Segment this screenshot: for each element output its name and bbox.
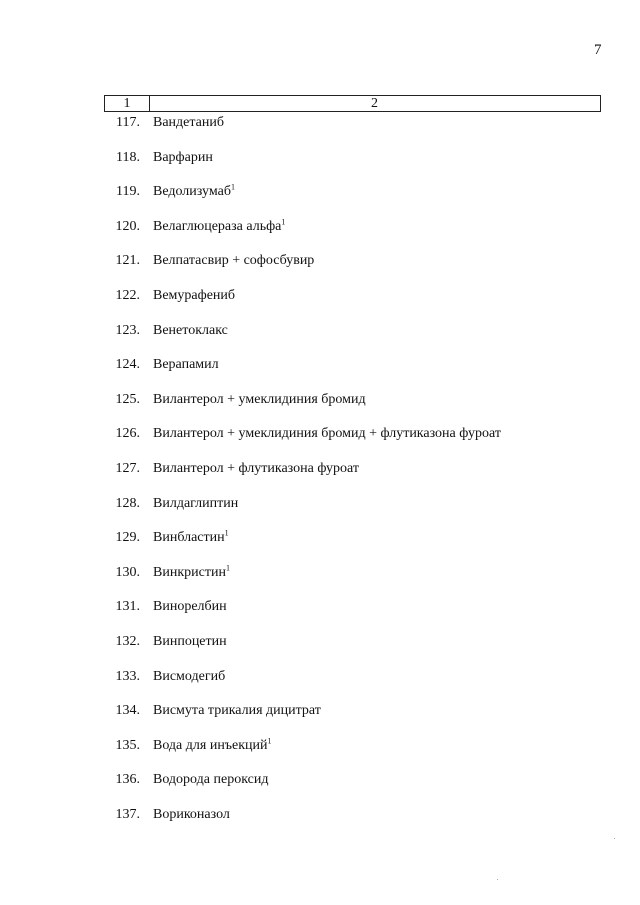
table-header: [104, 95, 601, 112]
item-name-text: Вилдаглиптин: [153, 496, 239, 511]
item-name-text: Водорода пероксид: [153, 772, 269, 787]
item-name: [153, 182, 235, 202]
list-item: [0, 355, 640, 375]
item-number: 119.: [116, 184, 140, 199]
item-number: 137.: [115, 807, 140, 822]
item-name: [153, 355, 219, 375]
item-name: [153, 217, 285, 237]
list-item: [0, 217, 640, 237]
item-name: [153, 736, 272, 756]
item-number: 136.: [115, 772, 140, 787]
item-name-text: Вориконазол: [153, 807, 230, 822]
list-item: [0, 321, 640, 341]
item-number: 130.: [115, 565, 140, 580]
item-name: [153, 321, 228, 341]
item-number: 122.: [115, 288, 140, 303]
list-item: [0, 563, 640, 583]
item-number: 127.: [115, 461, 140, 476]
item-name-text: Вилантерол + флутиказона фуроат: [153, 461, 360, 476]
item-name-text: Венетоклакс: [153, 323, 228, 338]
item-name-text: Винкристин: [153, 565, 226, 580]
footnote-marker: 1: [230, 182, 235, 192]
item-name: [153, 113, 224, 133]
list-item: [0, 701, 640, 721]
item-number: 135.: [115, 738, 140, 753]
item-number: 126.: [115, 426, 140, 441]
header-col-1: 1: [105, 96, 150, 111]
list-item: [0, 286, 640, 306]
footnote-marker: 1: [267, 736, 272, 746]
list-item: [0, 459, 640, 479]
list-item: [0, 736, 640, 756]
item-name-text: Вилантерол + умеклидиния бромид + флутиказона фуроат: [153, 426, 501, 441]
item-name-text: Винбластин: [153, 530, 225, 545]
item-name: [153, 632, 227, 652]
footnote-marker: 1: [225, 563, 230, 573]
item-number: 129.: [115, 530, 140, 545]
list-item: [0, 597, 640, 617]
item-number: 133.: [115, 669, 140, 684]
item-number: 117.: [116, 115, 140, 130]
item-number: 123.: [115, 323, 140, 338]
list-item: [0, 113, 640, 133]
item-name-text: Велпатасвир + софосбувир: [153, 253, 315, 268]
item-number: 124.: [115, 357, 140, 372]
list-item: [0, 770, 640, 790]
item-number: 132.: [115, 634, 140, 649]
item-name-text: Винпоцетин: [153, 634, 227, 649]
item-name: [153, 390, 366, 410]
item-name-text: Верапамил: [153, 357, 219, 372]
item-number: 134.: [115, 703, 140, 718]
item-name: [153, 528, 229, 548]
item-name: [153, 805, 230, 825]
page-number: 7: [594, 42, 602, 58]
list-item: [0, 251, 640, 271]
list-item: [0, 182, 640, 202]
item-number: 125.: [115, 392, 140, 407]
item-number: 131.: [115, 599, 140, 614]
item-number: 128.: [115, 496, 140, 511]
item-name-text: Винорелбин: [153, 599, 227, 614]
item-name-text: Варфарин: [153, 150, 213, 165]
item-name-text: Велаглюцераза альфа: [153, 219, 282, 234]
item-name: [153, 770, 268, 790]
item-name: [153, 251, 314, 271]
item-number: 121.: [115, 253, 140, 268]
list-item: [0, 390, 640, 410]
item-name: [153, 286, 235, 306]
item-name: [153, 563, 230, 583]
item-name-text: Вода для инъекций: [153, 738, 268, 753]
list-item: [0, 805, 640, 825]
footnote-marker: 1: [224, 528, 229, 538]
item-name-text: Висмута трикалия дицитрат: [153, 703, 321, 718]
list-item: [0, 528, 640, 548]
item-name: [153, 459, 359, 479]
item-name: [153, 494, 238, 514]
scan-speck: [497, 879, 498, 880]
item-name-text: Вандетаниб: [153, 115, 224, 130]
item-name-text: Ведолизумаб: [153, 184, 231, 199]
list-item: [0, 667, 640, 687]
item-name: [153, 148, 213, 168]
item-name: [153, 667, 225, 687]
list-item: [0, 494, 640, 514]
item-name: [153, 597, 227, 617]
header-col-2: 2: [371, 96, 378, 111]
item-name-text: Вемурафениб: [153, 288, 236, 303]
scan-speck: [614, 838, 615, 839]
footnote-marker: 1: [281, 217, 286, 227]
item-name: [153, 424, 501, 444]
item-name-text: Вилантерол + умеклидиния бромид: [153, 392, 366, 407]
list-item: [0, 148, 640, 168]
item-number: 118.: [116, 150, 140, 165]
item-name-text: Висмодегиб: [153, 669, 226, 684]
list-item: [0, 424, 640, 444]
list-item: [0, 632, 640, 652]
item-name: [153, 701, 321, 721]
item-number: 120.: [115, 219, 140, 234]
